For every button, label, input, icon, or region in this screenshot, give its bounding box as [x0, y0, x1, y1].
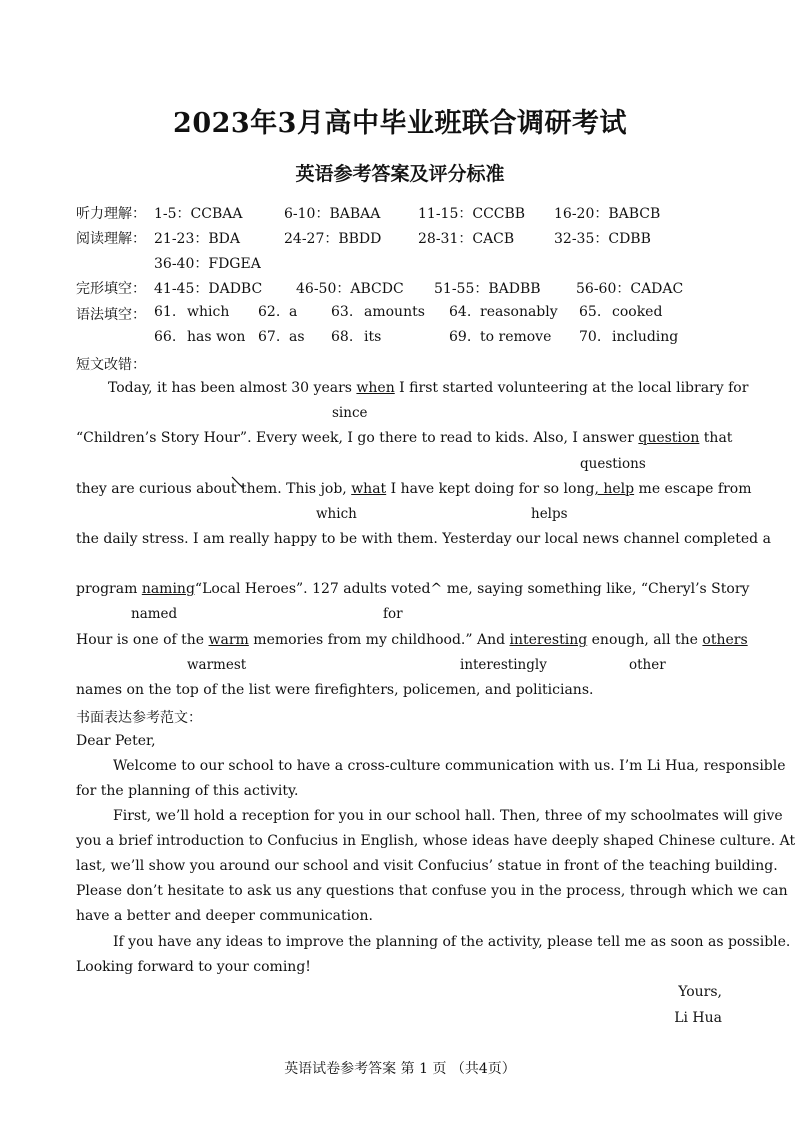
listening-group: 11-15：CCCBB — [418, 206, 526, 222]
grammar-num: 65. — [579, 304, 602, 320]
correction-fix: questions — [580, 456, 646, 472]
error-word: , help — [594, 481, 635, 497]
grammar-num: 61. — [154, 304, 177, 320]
correction-line: “Children’s Story Hour”. Every week, I go there to read to kids. Also, I answer question that — [76, 430, 733, 446]
letter-line: Looking forward to your coming! — [76, 959, 311, 975]
grammar-num: 69. — [449, 329, 472, 345]
correction-label: 短文改错： — [76, 357, 146, 373]
letter-greeting: Dear Peter, — [76, 733, 156, 749]
letter-line: last, we’ll show you around our school and visit Confucius’ statue in front of the teaching building. — [76, 858, 778, 874]
letter-closing: Yours, — [678, 984, 722, 1000]
grammar-answer: its — [364, 329, 382, 345]
grammar-num: 70. — [579, 329, 602, 345]
grammar-answer: cooked — [612, 304, 663, 320]
cloze-label: 完形填空： — [76, 281, 146, 297]
grammar-num: 62. — [258, 304, 281, 320]
error-word: when — [356, 380, 395, 396]
correction-fix: other — [629, 657, 666, 673]
letter-line: Please don’t hesitate to ask us any questions that confuse you in the process, through which we can — [76, 883, 788, 899]
correction-line: Hour is one of the warm memories from my childhood.” And interesting enough, all the others — [76, 632, 748, 648]
reading-label: 阅读理解： — [76, 231, 146, 247]
cloze-group: 41-45：DADBC — [154, 281, 263, 297]
grammar-num: 68. — [331, 329, 354, 345]
reading-group: 32-35：CDBB — [554, 231, 651, 247]
letter-line: Welcome to our school to have a cross-culture communication with us. I’m Li Hua, responsible — [113, 758, 786, 774]
correction-line: Today, it has been almost 30 years when I first started volunteering at the local library for — [108, 380, 749, 396]
cloze-group: 46-50：ABCDC — [296, 281, 404, 297]
grammar-num: 66. — [154, 329, 177, 345]
letter-line: have a better and deeper communication. — [76, 908, 373, 924]
correction-line: program naming“Local Heroes”. 127 adults voted^ me, saying something like, “Cheryl’s Story — [76, 581, 750, 597]
reading-group: 28-31：CACB — [418, 231, 515, 247]
reading-group: 36-40：FDGEA — [154, 256, 261, 272]
listening-group: 1-5：CCBAA — [154, 206, 243, 222]
correction-line: the daily stress. I am really happy to be with them. Yesterday our local news channel completed a — [76, 531, 771, 547]
correction-fix: warmest — [187, 657, 247, 673]
grammar-answer: has won — [187, 329, 246, 345]
listening-label: 听力理解： — [76, 206, 146, 222]
correction-fix: which — [316, 506, 357, 522]
page-footer: 英语试卷参考答案 第 1 页 （共4页） — [284, 1061, 516, 1077]
cloze-group: 56-60：CADAC — [576, 281, 684, 297]
listening-group: 16-20：BABCB — [554, 206, 661, 222]
letter-line: you a brief introduction to Confucius in English, whose ideas have deeply shaped Chinese culture. At — [76, 833, 796, 849]
cloze-group: 51-55：BADBB — [434, 281, 541, 297]
correction-fix: since — [332, 405, 368, 421]
reading-group: 21-23：BDA — [154, 231, 240, 247]
error-word: question — [638, 430, 700, 446]
correction-line: they are curious about them. This job, what I have kept doing for so long, help me escape from — [76, 481, 752, 497]
grammar-answer: as — [289, 329, 305, 345]
page-title: 2023年3月高中毕业班联合调研考试 — [173, 108, 627, 139]
grammar-answer: amounts — [364, 304, 425, 320]
writing-label: 书面表达参考范文： — [76, 710, 202, 726]
grammar-label: 语法填空： — [76, 307, 146, 323]
reading-group: 24-27：BBDD — [284, 231, 382, 247]
error-word: interesting — [509, 632, 588, 648]
correction-fix: for — [383, 606, 403, 622]
error-word: naming — [141, 581, 195, 597]
correction-fix: interestingly — [460, 657, 547, 673]
error-word: others — [702, 632, 748, 648]
letter-line: If you have any ideas to improve the planning of the activity, please tell me as soon as possible. — [113, 934, 791, 950]
page-subtitle: 英语参考答案及评分标准 — [295, 163, 505, 185]
grammar-answer: to remove — [480, 329, 552, 345]
letter-line: First, we’ll hold a reception for you in our school hall. Then, three of my schoolmates will give — [113, 808, 783, 824]
grammar-num: 64. — [449, 304, 472, 320]
grammar-answer: a — [289, 304, 298, 320]
error-word: what — [351, 481, 387, 497]
error-word: warm — [208, 632, 249, 648]
correction-fix: helps — [531, 506, 568, 522]
correction-line: names on the top of the list were firefighters, policemen, and politicians. — [76, 682, 594, 698]
grammar-num: 67. — [258, 329, 281, 345]
listening-group: 6-10：BABAA — [284, 206, 381, 222]
grammar-answer: including — [612, 329, 679, 345]
grammar-answer: which — [187, 304, 230, 320]
letter-line: for the planning of this activity. — [76, 783, 299, 799]
letter-signature: Li Hua — [674, 1010, 722, 1026]
correction-fix: named — [131, 606, 178, 622]
deletion-mark — [230, 475, 246, 491]
grammar-num: 63. — [331, 304, 354, 320]
grammar-answer: reasonably — [480, 304, 558, 320]
